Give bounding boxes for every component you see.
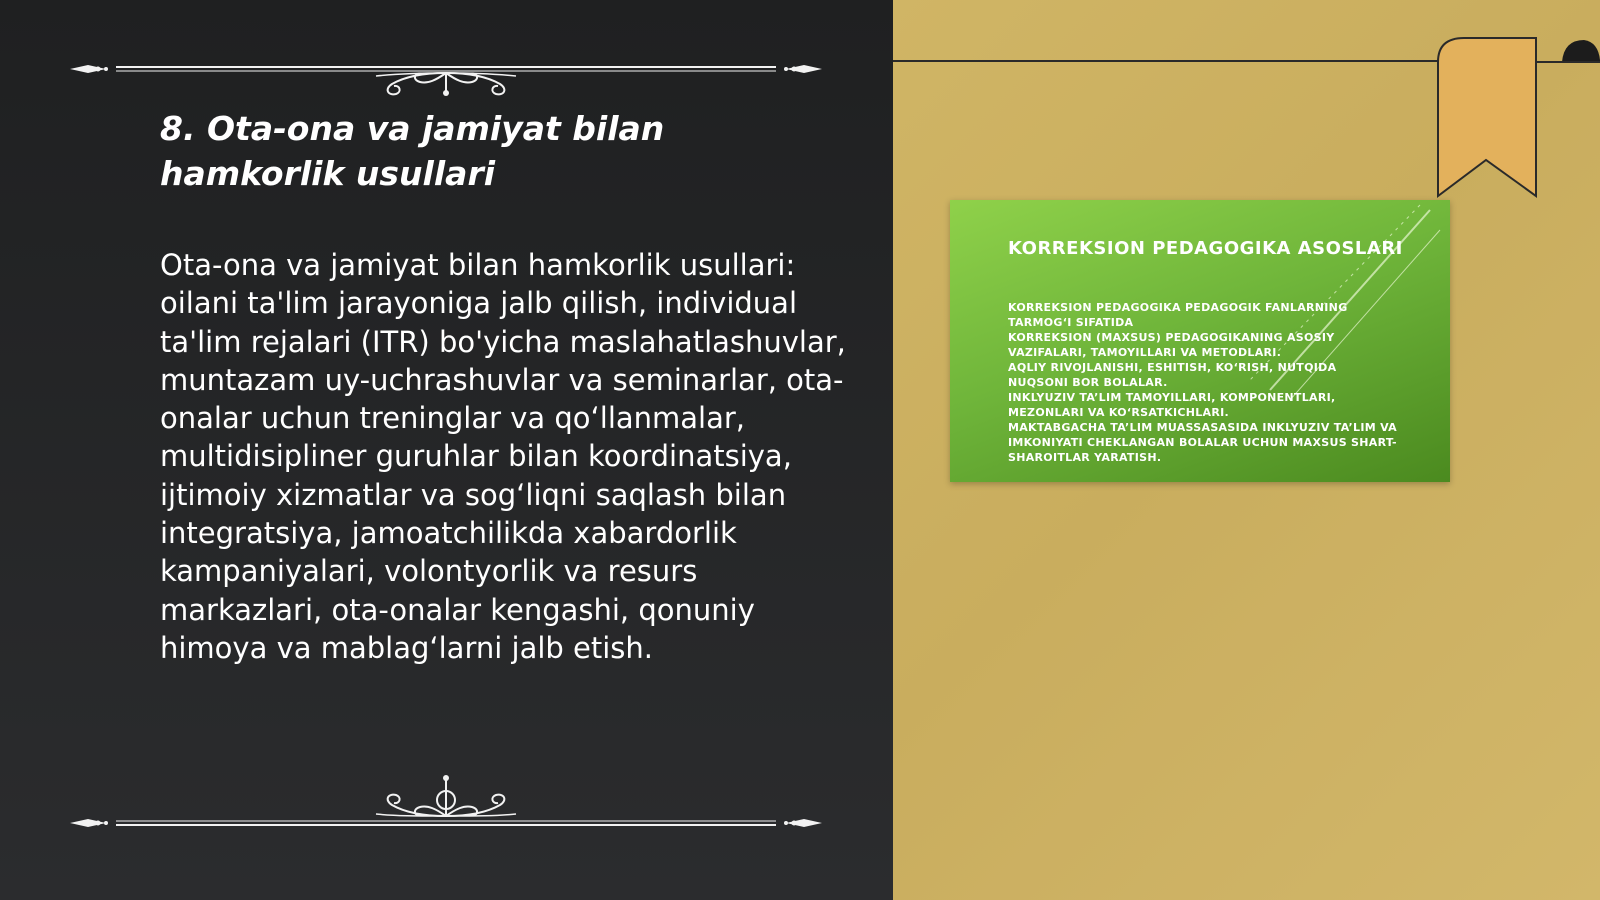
book-topic-list [1008, 300, 1398, 465]
slide-body-text: Ota-ona va jamiyat bilan hamkorlik usullari: oilani ta'lim jarayoniga jalb qilish, individual ta'lim rejalari (ITR) bo'yicha maslahatlashuvlar, muntazam uy-uchrashuvlar va seminarlar, ota-onalar uchun treninglar va qo‘llanmalar, multidisipliner guruhlar bilan koordinatsiya, ijtimoiy xizmatlar va sog‘liqni saqlash bilan integratsiya, jamoatchilikda xabardorlik kampaniyalari, volontyorlik va resurs markazlari, ota-onalar kengashi, qonuniy himoya va mablag‘larni jalb etish. [160, 248, 846, 665]
book-topic-item: MAKTABGACHA TA’LIM MUASSASASIDA INKLYUZIV TA’LIM VA IMKONIYATI CHEKLANGAN BOLALAR UCHUN MAXSUS SHART-SHAROITLAR YARATISH. [1008, 421, 1397, 464]
book-title: KORREKSION PEDAGOGIKA ASOSLARI [1008, 238, 1403, 259]
book-topic-item: INKLYUZIV TA’LIM TAMOYILLARI, KOMPONENTLARI, MEZONLARI VA KO‘RSATKICHLARI. [1008, 391, 1336, 419]
slide-title: 8. Ota-ona va jamiyat bilan hamkorlik usullari [160, 109, 665, 193]
bookmark-ribbon [1436, 36, 1600, 202]
book-topic-item: KORREKSION PEDAGOGIKA PEDAGOGIK FANLARNING TARMOG‘I SIFATIDA [1008, 301, 1348, 329]
book-cover-card [950, 200, 1450, 482]
top-divider-line [893, 60, 1441, 62]
book-topic-item: AQLIY RIVOJLANISHI, ESHITISH, KO‘RISH, NUTQIDA NUQSONI BOR BOLALAR. [1008, 361, 1337, 389]
top-ornament-divider [66, 40, 826, 100]
book-topic-item: KORREKSION (MAXSUS) PEDAGOGIKANING ASOSIY VAZIFALARI, TAMOYILLARI VA METODLARI. [1008, 331, 1335, 359]
bottom-ornament-divider [66, 772, 826, 832]
